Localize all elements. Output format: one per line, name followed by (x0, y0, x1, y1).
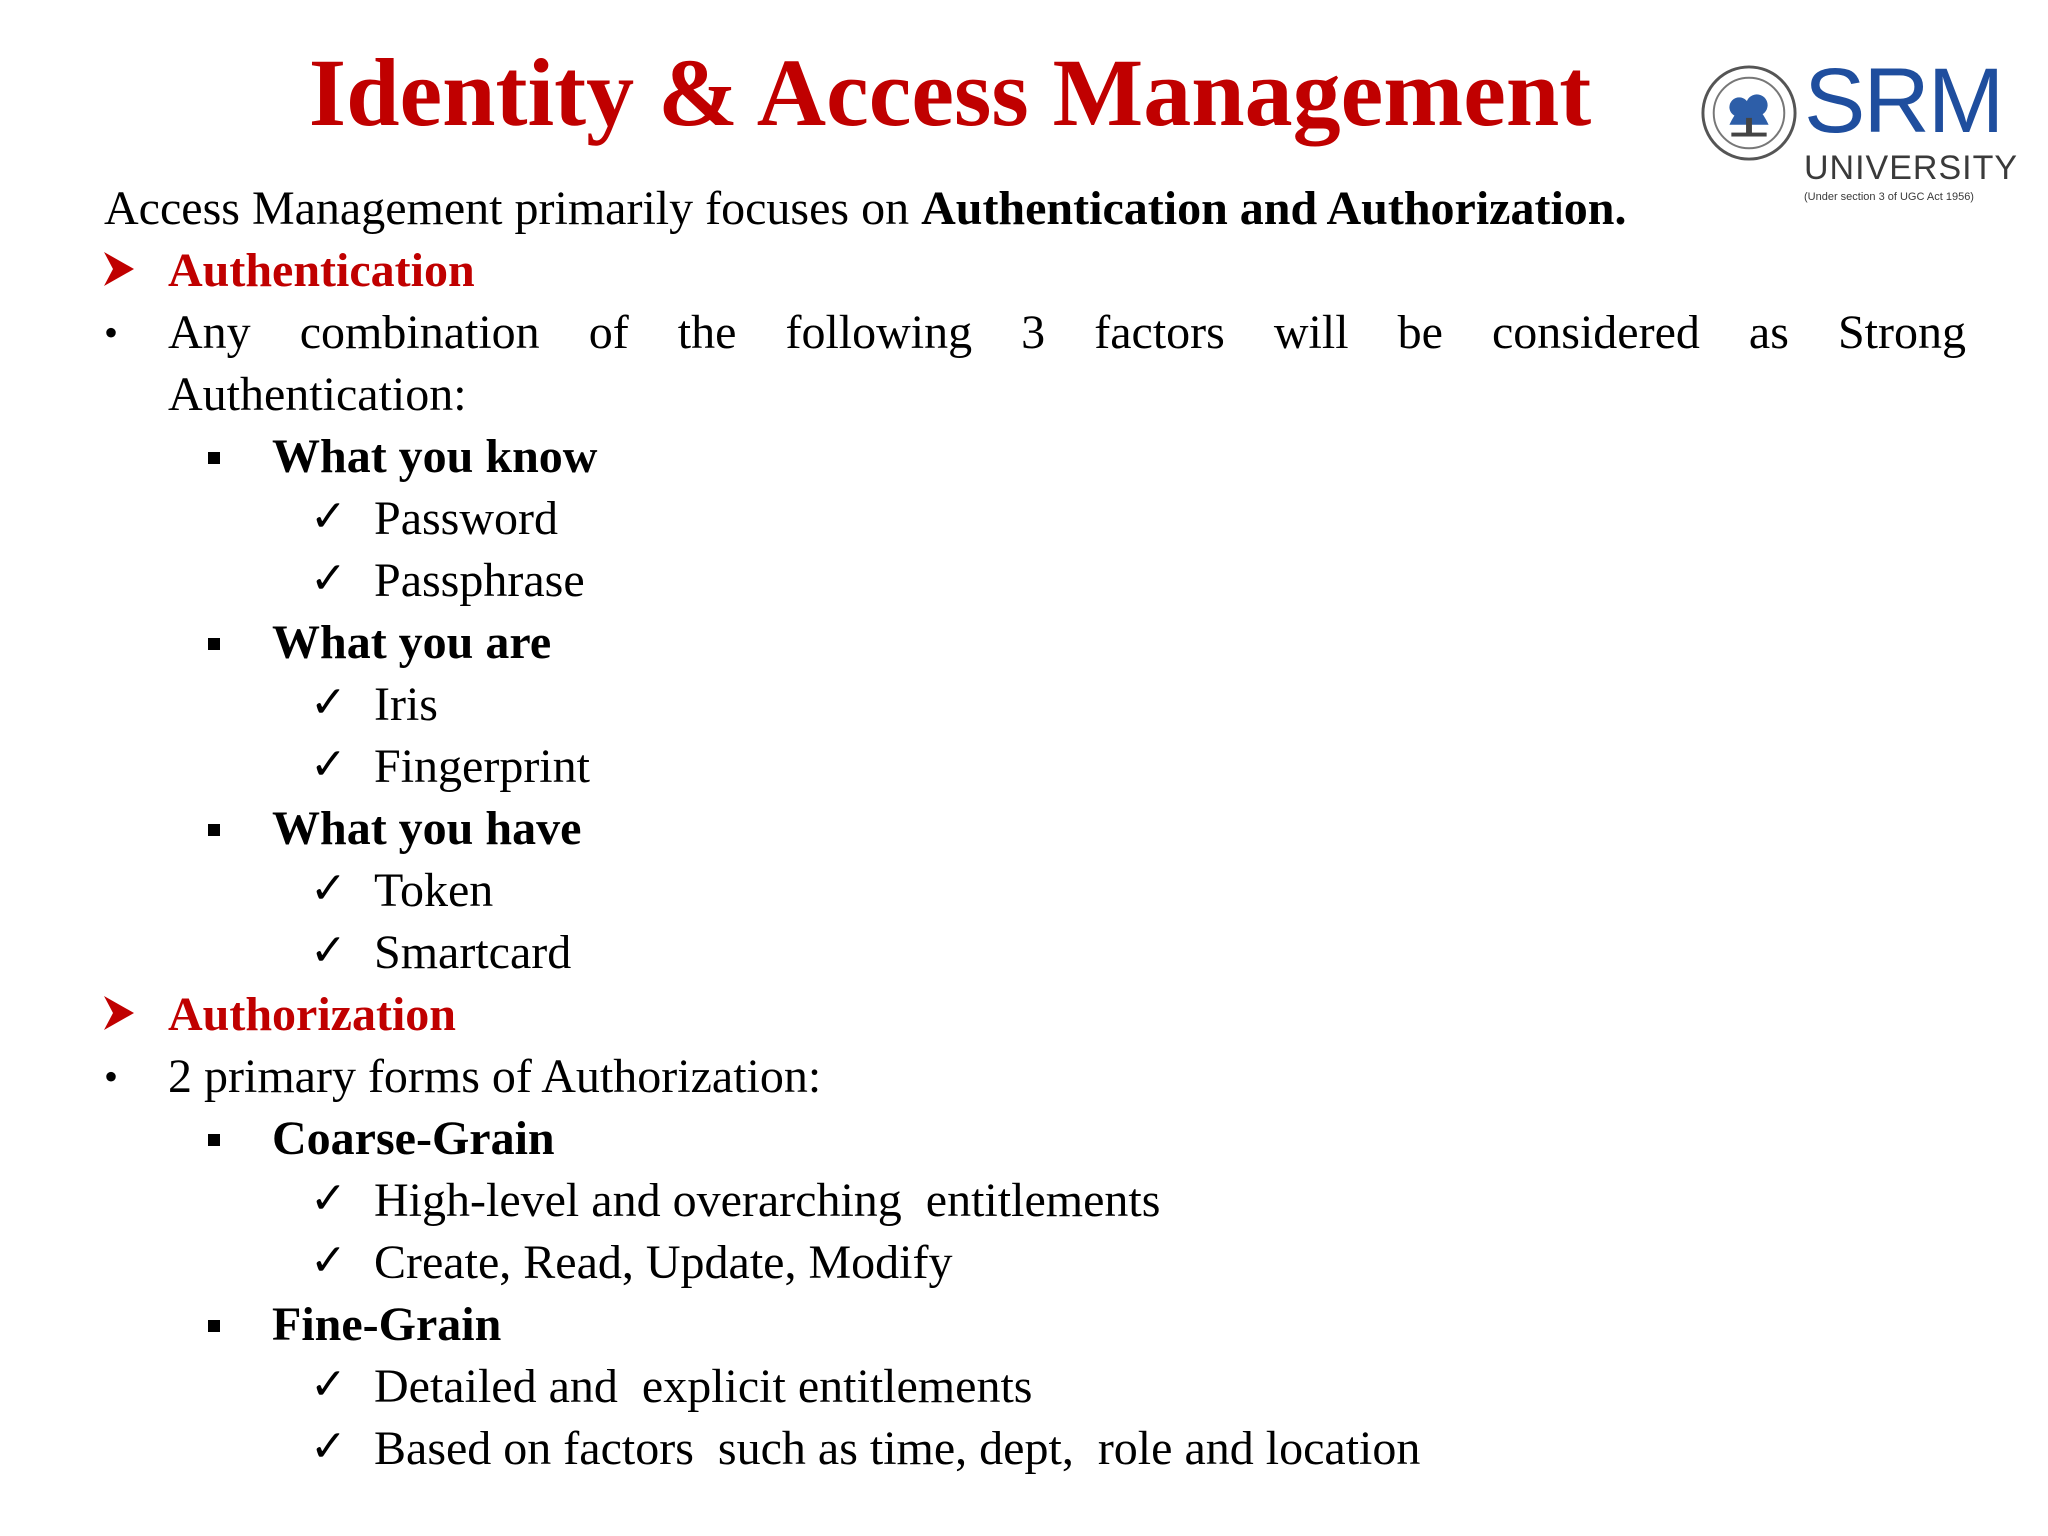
list-item-password: Password (374, 492, 559, 545)
check-icon: ✓ (310, 1360, 347, 1409)
group-label-what-you-have: What you have (272, 802, 582, 855)
round-bullet-icon: • (104, 310, 119, 355)
square-bullet-icon (208, 798, 220, 860)
srm-university-logo (1700, 50, 2019, 210)
list-item-high-level: High-level and overarching entitlements (374, 1174, 1161, 1227)
arrow-bullet-icon (104, 240, 134, 302)
section-heading-authentication: Authentication (168, 244, 475, 297)
list-item-token: Token (374, 864, 494, 917)
square-bullet-icon (208, 426, 220, 488)
check-icon: ✓ (310, 492, 347, 541)
list-item-crud: Create, Read, Update, Modify (374, 1236, 953, 1289)
authentication-bullet-line-1: Any combination of the following 3 factors will be considered as Strong (168, 306, 1966, 359)
square-bullet-icon (208, 1108, 220, 1170)
group-label-coarse-grain: Coarse-Grain (272, 1112, 555, 1165)
check-icon: ✓ (310, 740, 347, 789)
square-bullet-icon (208, 1294, 220, 1356)
check-icon: ✓ (310, 1174, 347, 1223)
check-icon: ✓ (310, 678, 347, 727)
round-bullet-icon: • (104, 1054, 119, 1099)
logo-subtitle: UNIVERSITY (1804, 149, 2019, 187)
logo-brand: SRM (1804, 50, 2003, 152)
authorization-bullet-line-1: 2 primary forms of Authorization: (168, 1050, 822, 1103)
authentication-bullet-line-2: Authentication: (168, 368, 467, 421)
list-item-iris: Iris (374, 678, 438, 731)
section-heading-authorization: Authorization (168, 988, 456, 1041)
list-item-fingerprint: Fingerprint (374, 740, 590, 793)
square-bullet-icon (208, 612, 220, 674)
check-icon: ✓ (310, 1236, 347, 1285)
list-item-based-on-factors: Based on factors such as time, dept, role and location (374, 1422, 1421, 1475)
arrow-bullet-icon (104, 984, 134, 1046)
check-icon: ✓ (310, 926, 347, 975)
university-seal-icon (1700, 64, 1798, 162)
list-item-smartcard: Smartcard (374, 926, 572, 979)
logo-act-note: (Under section 3 of UGC Act 1956) (1804, 191, 1974, 203)
check-icon: ✓ (310, 1422, 347, 1471)
group-label-fine-grain: Fine-Grain (272, 1298, 502, 1351)
intro-prefix: Access Management primarily focuses on (104, 182, 922, 235)
slide-title: Identity & Access Management (308, 39, 1592, 146)
group-label-what-you-know: What you know (272, 430, 598, 483)
list-item-passphrase: Passphrase (374, 554, 585, 607)
check-icon: ✓ (310, 864, 347, 913)
intro-line (104, 178, 1627, 240)
check-icon: ✓ (310, 554, 347, 603)
group-label-what-you-are: What you are (272, 616, 552, 669)
list-item-detailed: Detailed and explicit entitlements (374, 1360, 1033, 1413)
intro-bold: Authentication and Authorization. (921, 182, 1627, 235)
